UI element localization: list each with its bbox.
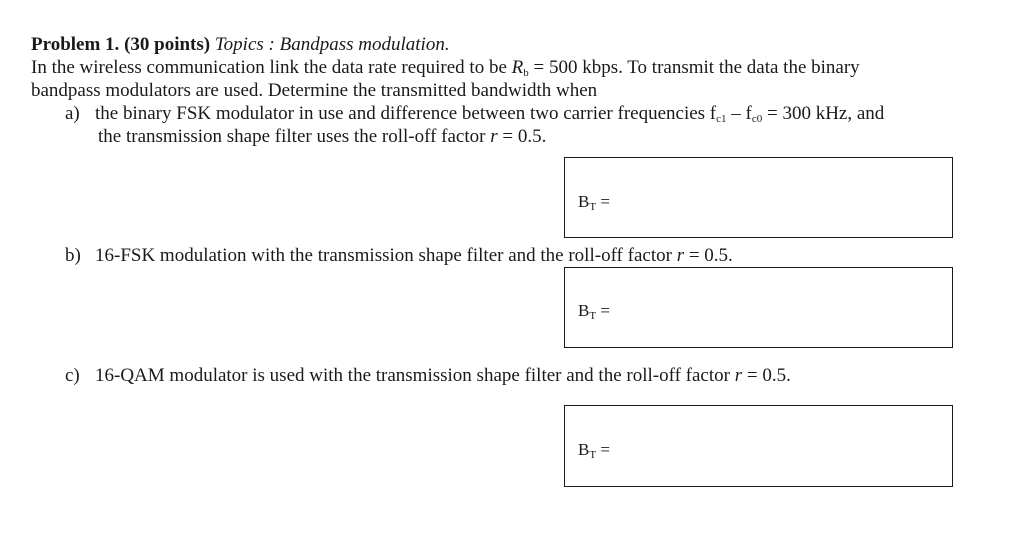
item-b-letter: b) xyxy=(65,245,81,266)
answer-box-c[interactable] xyxy=(564,405,953,487)
problem-points: (30 points) xyxy=(124,34,211,55)
item-b-text-part1: 16-FSK modulation with the transmission shape filter and the roll-off factor xyxy=(95,245,677,266)
item-a-text-mid: – f xyxy=(726,103,752,124)
item-a-letter: a) xyxy=(65,103,80,124)
topics-label: Topics : xyxy=(214,34,280,55)
item-a-line-1 xyxy=(65,103,884,125)
item-c-text-part1: 16-QAM modulator is used with the transmission shape filter and the roll-off factor xyxy=(95,365,735,386)
fc1-subscript: c1 xyxy=(716,113,727,125)
answer-box-b[interactable] xyxy=(564,267,953,348)
item-a-line-2 xyxy=(98,126,546,148)
intro-line-2 xyxy=(31,80,597,102)
item-b-line xyxy=(65,245,733,267)
bt-symbol-a: B xyxy=(578,192,590,211)
problem-title: Problem 1. xyxy=(31,34,120,55)
roll-off-symbol-b: r xyxy=(676,245,685,266)
bt-equals-a: = xyxy=(596,192,610,211)
item-c-line xyxy=(65,365,791,387)
item-a-text-part2: = 300 kHz, and xyxy=(762,103,885,124)
topics-value: Bandpass modulation. xyxy=(279,34,450,55)
item-c-letter: c) xyxy=(65,365,80,386)
rate-subscript: b xyxy=(523,67,529,79)
bt-symbol-c: B xyxy=(578,440,590,459)
problem-heading-line xyxy=(31,34,450,56)
bt-equals-b: = xyxy=(596,301,610,320)
item-a-text-part1: the binary FSK modulator in use and difference between two carrier frequencies f xyxy=(95,103,717,124)
bt-subscript-b: T xyxy=(589,310,597,322)
intro-text-part1: In the wireless communication link the data rate required to be xyxy=(31,57,512,78)
roll-off-symbol-a: r xyxy=(490,126,498,147)
item-c-text-part2: = 0.5. xyxy=(742,365,791,386)
bt-symbol-b: B xyxy=(578,301,590,320)
bt-equals-c: = xyxy=(596,440,610,459)
intro-text-line2: bandpass modulators are used. Determine the transmitted bandwidth when xyxy=(31,80,598,101)
answer-box-a[interactable] xyxy=(564,157,953,238)
fc0-subscript: c0 xyxy=(751,113,763,125)
rate-symbol: R xyxy=(511,57,524,78)
answer-label-a xyxy=(578,191,610,213)
answer-label-c xyxy=(578,439,610,461)
intro-text-part2: = 500 kbps. To transmit the data the binary xyxy=(528,57,860,78)
bt-subscript-a: T xyxy=(589,201,597,213)
item-b-text-part2: = 0.5. xyxy=(684,245,733,266)
bt-subscript-c: T xyxy=(589,449,597,461)
answer-label-b xyxy=(578,300,610,322)
item-a-line2-part2: = 0.5. xyxy=(497,126,547,147)
item-a-line2-part1: the transmission shape filter uses the roll-off factor xyxy=(98,126,491,147)
intro-line-1 xyxy=(31,57,860,79)
roll-off-symbol-c: r xyxy=(734,365,743,386)
